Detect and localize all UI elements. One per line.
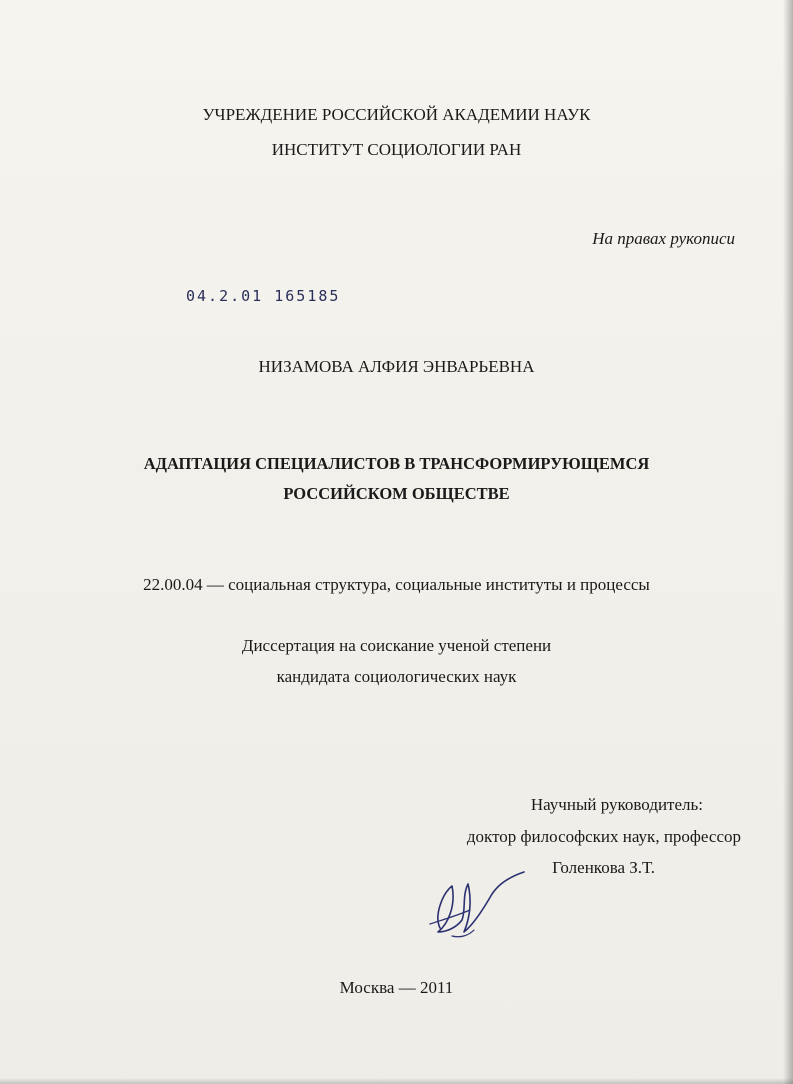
organization-line-2: ИНСТИТУТ СОЦИОЛОГИИ РАН [271,140,522,159]
scan-bottom-shadow [0,1078,793,1084]
city-year: Москва — 2011 [339,978,454,997]
specialty-code: 22.00.04 — социальная структура, социальные институты и процессы [143,575,650,594]
supervisor-degree: доктор философских наук, профессор [466,827,741,846]
author-name: НИЗАМОВА АЛФИЯ ЭНВАРЬЕВНА [258,357,535,376]
library-stamp-number: 04.2.01 165185 [186,287,341,305]
dissertation-title-line-2: РОССИЙСКОМ ОБЩЕСТВЕ [283,484,510,503]
dissertation-title-line-1: АДАПТАЦИЯ СПЕЦИАЛИСТОВ В ТРАНСФОРМИРУЮЩЕМСЯ [143,454,650,473]
handwritten-signature [412,866,532,946]
scan-edge-shadow [783,0,793,1084]
organization-line-1: УЧРЕЖДЕНИЕ РОССИЙСКОЙ АКАДЕМИИ НАУК [202,105,591,124]
supervisor-label: Научный руководитель: [530,795,703,814]
degree-line-2: кандидата социологических наук [276,667,517,686]
degree-line-1: Диссертация на соискание ученой степени [241,636,552,655]
supervisor-name: Голенкова З.Т. [552,858,655,877]
rights-note: На правах рукописи [592,229,735,248]
